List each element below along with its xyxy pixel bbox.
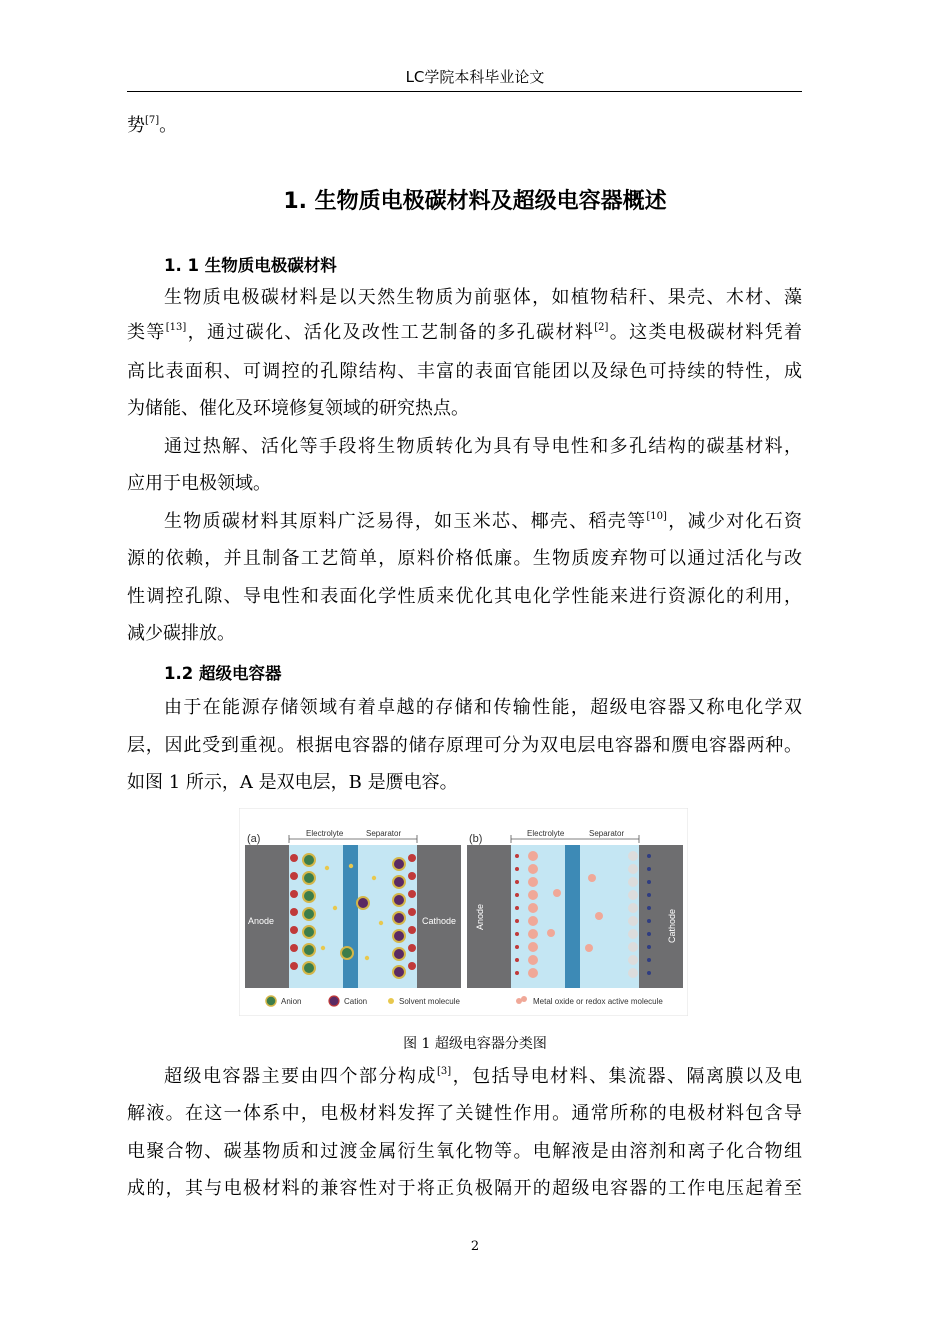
redox-molecule bbox=[528, 903, 538, 913]
redox-molecule bbox=[628, 955, 638, 965]
anion bbox=[303, 926, 315, 938]
anode-charge bbox=[290, 854, 298, 862]
cathode-charge bbox=[647, 893, 651, 897]
cathode-charge bbox=[647, 945, 651, 949]
panel-b-label: (b) bbox=[469, 833, 483, 845]
solvent-molecule bbox=[372, 876, 376, 880]
redox-molecule bbox=[553, 889, 561, 897]
panel-b-separator bbox=[565, 845, 580, 988]
paragraph-line: 为储能、催化及环境修复领域的研究热点。 bbox=[127, 398, 469, 419]
anode-charge bbox=[515, 958, 519, 962]
redox-molecule bbox=[528, 955, 538, 965]
cathode-charge bbox=[647, 854, 651, 858]
figure-caption: 图 1 超级电容器分类图 bbox=[403, 1036, 547, 1052]
paragraph-line: 由于在能源存储领域有着卓越的存储和传输性能，超级电容器又称电化学双 bbox=[164, 697, 802, 718]
cathode-charge bbox=[647, 906, 651, 910]
redox-molecule bbox=[528, 864, 538, 874]
redox-molecule bbox=[528, 968, 538, 978]
anion bbox=[303, 944, 315, 956]
paragraph-line: 势[7]。 bbox=[127, 115, 178, 136]
paragraph-line: 电聚合物、碳基物质和过渡金属衍生氧化物等。电解液是由溶剂和离子化合物组 bbox=[127, 1141, 802, 1162]
cathode-charge bbox=[647, 971, 651, 975]
cation bbox=[357, 897, 369, 909]
legend-solvent-swatch bbox=[388, 998, 394, 1004]
paragraph-line: 性调控孔隙、导电性和表面化学性质来优化其电化学性能来进行资源化的利用， bbox=[127, 586, 802, 607]
anode-charge bbox=[515, 906, 519, 910]
anode-charge bbox=[515, 880, 519, 884]
legend-anion-swatch bbox=[266, 996, 276, 1006]
anode-charge bbox=[290, 908, 298, 916]
redox-molecule bbox=[585, 944, 593, 952]
cation bbox=[393, 912, 405, 924]
paragraph-line: 应用于电极领域。 bbox=[127, 473, 271, 494]
anion bbox=[341, 947, 353, 959]
cathode-charge bbox=[408, 872, 416, 880]
cation bbox=[393, 858, 405, 870]
cathode-charge bbox=[408, 926, 416, 934]
anion bbox=[303, 872, 315, 884]
running-header: LC学院本科毕业论文 bbox=[405, 68, 545, 86]
anode-charge bbox=[515, 867, 519, 871]
cathode-charge bbox=[647, 919, 651, 923]
solvent-molecule bbox=[365, 956, 369, 960]
anion bbox=[303, 908, 315, 920]
cathode-charge bbox=[408, 908, 416, 916]
redox-molecule bbox=[628, 929, 638, 939]
citation: [2] bbox=[594, 322, 609, 333]
paragraph-line: 通过热解、活化等手段将生物质转化为具有导电性和多孔结构的碳基材料， bbox=[164, 436, 802, 457]
panel-b-anode-plate bbox=[467, 845, 511, 988]
anode-charge bbox=[290, 926, 298, 934]
redox-molecule bbox=[628, 968, 638, 978]
redox-molecule bbox=[528, 929, 538, 939]
paragraph-line: 生物质电极碳材料是以天然生物质为前驱体，如植物秸秆、果壳、木材、藻 bbox=[164, 287, 802, 308]
cathode-charge bbox=[408, 854, 416, 862]
subsection-heading-1-1: 1. 1 生物质电极碳材料 bbox=[164, 256, 337, 275]
cation bbox=[393, 930, 405, 942]
cathode-charge bbox=[647, 958, 651, 962]
paragraph-line: 解液。在这一体系中，电极材料发挥了关键性作用。通常所称的电极材料包含导 bbox=[127, 1103, 802, 1124]
paragraph-line: 类等[13]，通过碳化、活化及改性工艺制备的多孔碳材料[2]。这类电极碳材料凭着 bbox=[127, 322, 803, 343]
solvent-molecule bbox=[349, 864, 353, 868]
legend-solvent: Solvent molecule bbox=[399, 997, 460, 1006]
paragraph-line: 如图 1 所示，A 是双电层，B 是赝电容。 bbox=[127, 772, 458, 793]
legend-cation: Cation bbox=[344, 997, 368, 1006]
anode-charge bbox=[515, 919, 519, 923]
legend-metal: Metal oxide or redox active molecule bbox=[533, 997, 663, 1006]
redox-molecule bbox=[628, 903, 638, 913]
subsection-heading-1-2: 1.2 超级电容器 bbox=[164, 664, 282, 683]
solvent-molecule bbox=[333, 906, 337, 910]
separator-label-b: Separator bbox=[589, 829, 625, 838]
anion bbox=[303, 890, 315, 902]
electrolyte-label-a: Electrolyte bbox=[306, 829, 344, 838]
anion bbox=[303, 962, 315, 974]
cathode-label-a: Cathode bbox=[422, 916, 457, 926]
section-heading: 1. 生物质电极碳材料及超级电容器概述 bbox=[283, 189, 667, 214]
anode-label-b: Anode bbox=[475, 903, 485, 930]
redox-molecule bbox=[528, 851, 538, 861]
anion bbox=[303, 854, 315, 866]
paragraph-line: 成的，其与电极材料的兼容性对于将正负极隔开的超级电容器的工作电压起着至 bbox=[127, 1178, 802, 1199]
redox-molecule bbox=[528, 890, 538, 900]
cation bbox=[393, 948, 405, 960]
cathode-charge bbox=[408, 962, 416, 970]
anode-charge bbox=[290, 872, 298, 880]
anode-charge bbox=[290, 962, 298, 970]
redox-molecule bbox=[628, 877, 638, 887]
redox-molecule bbox=[628, 942, 638, 952]
paragraph-line: 高比表面积、可调控的孔隙结构、丰富的表面官能团以及绿色可持续的特性，成 bbox=[127, 361, 802, 382]
redox-molecule bbox=[588, 874, 596, 882]
paragraph-line: 层，因此受到重视。根据电容器的储存原理可分为双电层电容器和赝电容器两种。 bbox=[127, 735, 802, 756]
cathode-charge bbox=[408, 944, 416, 952]
anode-label-a: Anode bbox=[248, 916, 275, 926]
solvent-molecule bbox=[321, 946, 325, 950]
citation: [10] bbox=[646, 511, 667, 522]
panel-a-label: (a) bbox=[247, 833, 261, 845]
cation bbox=[393, 876, 405, 888]
separator-label-a: Separator bbox=[366, 829, 402, 838]
supercapacitor-figure bbox=[239, 808, 688, 1016]
anode-charge bbox=[290, 890, 298, 898]
citation: [13] bbox=[165, 322, 187, 333]
cathode-charge bbox=[647, 867, 651, 871]
anode-charge bbox=[515, 971, 519, 975]
anode-charge bbox=[515, 893, 519, 897]
redox-molecule bbox=[528, 942, 538, 952]
anode-charge bbox=[515, 945, 519, 949]
solvent-molecule bbox=[379, 921, 383, 925]
redox-molecule bbox=[628, 890, 638, 900]
citation: [3] bbox=[436, 1066, 452, 1077]
solvent-molecule bbox=[325, 866, 329, 870]
paragraph-line: 生物质碳材料其原料广泛易得，如玉米芯、椰壳、稻壳等[10]，减少对化石资 bbox=[164, 511, 803, 532]
electrolyte-label-b: Electrolyte bbox=[527, 829, 565, 838]
legend-anion: Anion bbox=[281, 997, 302, 1006]
cation bbox=[393, 966, 405, 978]
anode-charge bbox=[515, 932, 519, 936]
cathode-charge bbox=[408, 890, 416, 898]
paragraph-line: 源的依赖，并且制备工艺简单，原料价格低廉。生物质废弃物可以通过活化与改 bbox=[127, 548, 802, 569]
redox-molecule bbox=[628, 916, 638, 926]
citation: [7] bbox=[145, 115, 160, 126]
redox-molecule bbox=[595, 912, 603, 920]
cation bbox=[393, 894, 405, 906]
anode-charge bbox=[290, 944, 298, 952]
anode-charge bbox=[515, 854, 519, 858]
paragraph-line: 减少碳排放。 bbox=[127, 623, 235, 644]
redox-molecule bbox=[547, 929, 555, 937]
paragraph-line: 超级电容器主要由四个部分构成[3]，包括导电材料、集流器、隔离膜以及电 bbox=[164, 1066, 803, 1087]
cathode-label-b: Cathode bbox=[667, 908, 677, 943]
cathode-charge bbox=[647, 932, 651, 936]
redox-molecule bbox=[628, 851, 638, 861]
redox-molecule bbox=[628, 864, 638, 874]
redox-molecule bbox=[528, 916, 538, 926]
redox-molecule bbox=[528, 877, 538, 887]
legend-cation-swatch bbox=[329, 996, 339, 1006]
header-rule bbox=[127, 91, 802, 92]
page-number: 2 bbox=[470, 1239, 480, 1254]
cathode-charge bbox=[647, 880, 651, 884]
